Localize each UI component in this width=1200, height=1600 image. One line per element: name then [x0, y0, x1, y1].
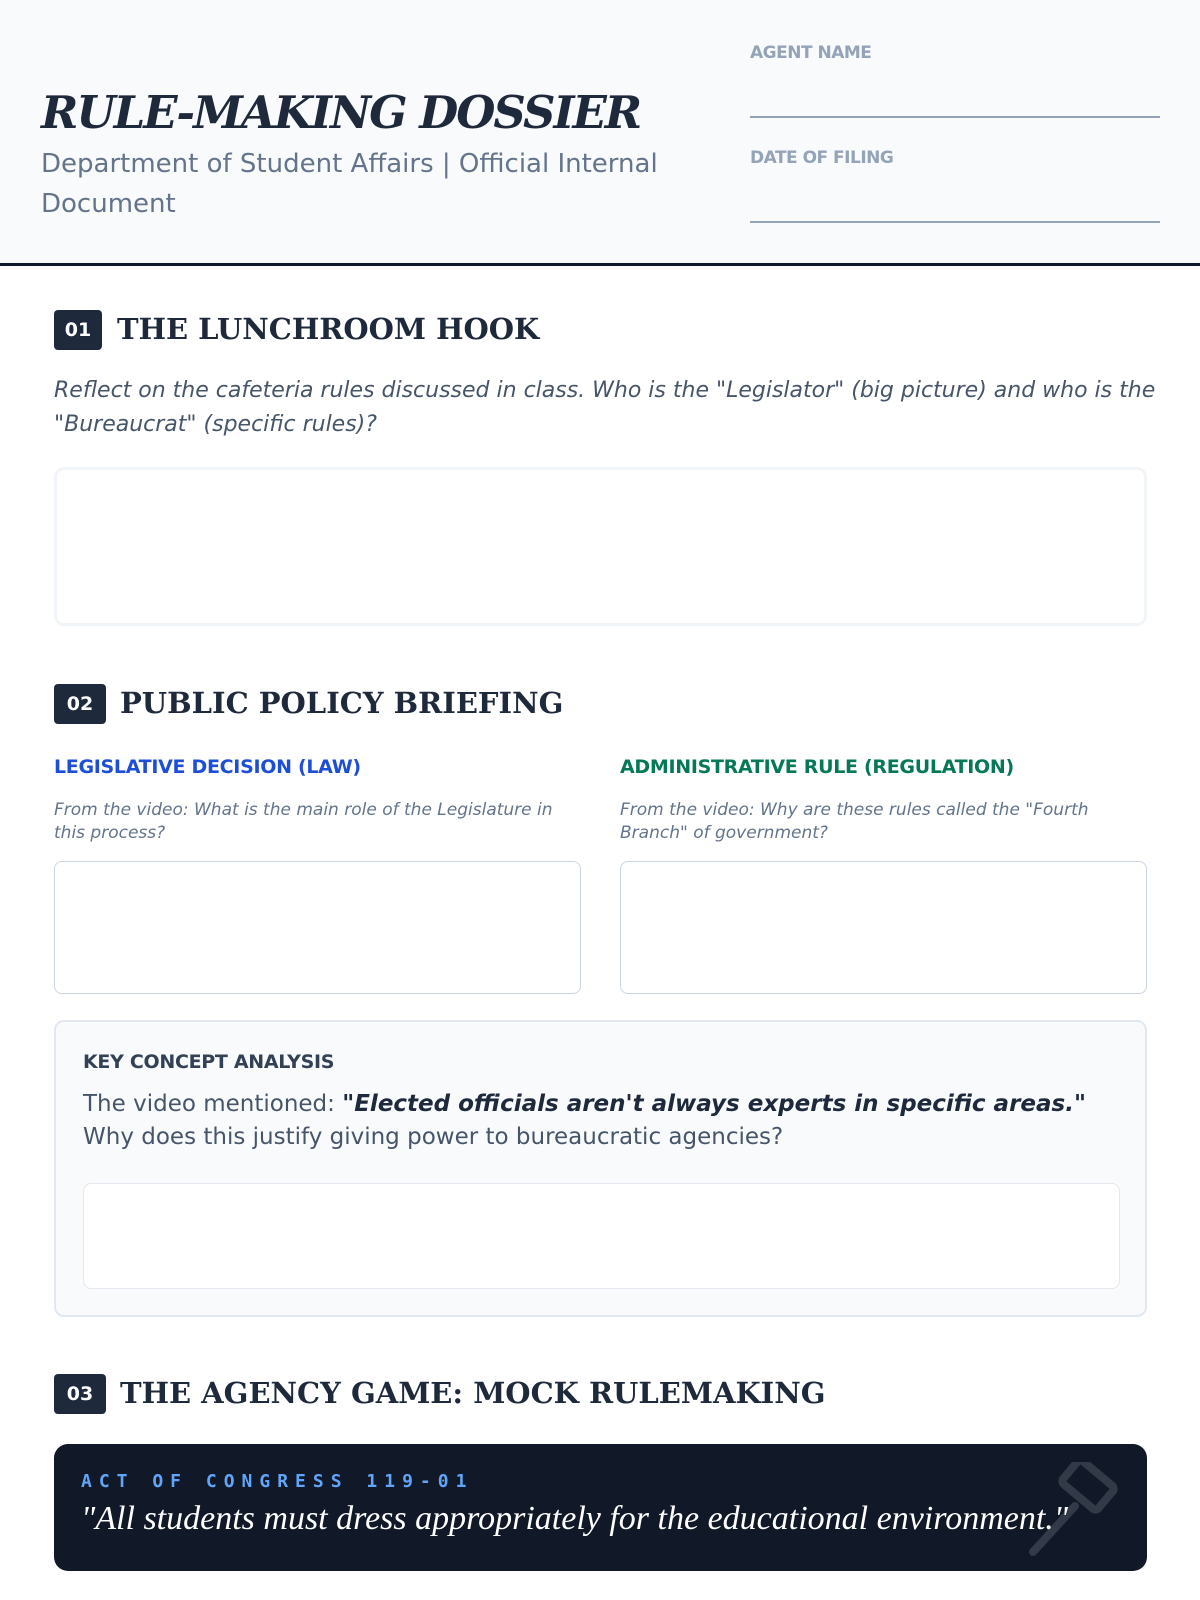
act-quote: "All students must dress appropriately for the educational environment.": [81, 1500, 1069, 1537]
lunchroom-answer-box[interactable]: [54, 467, 1147, 626]
section-number-badge: 02: [54, 684, 106, 724]
date-of-filing-field[interactable]: [750, 221, 1160, 223]
lunchroom-prompt: Reflect on the cafeteria rules discussed in class. Who is the "Legislator" (big picture) and who is the "Bureaucrat" (specific rules)?: [54, 378, 1156, 437]
legislative-decision-prompt: From the video: What is the main role of the Legislature in this process?: [54, 800, 553, 843]
section-title: THE LUNCHROOM HOOK: [117, 312, 540, 346]
act-of-congress-card: [54, 1444, 1147, 1571]
page-subtitle: Department of Student Affairs | Official Internal Document: [41, 149, 658, 219]
agent-name-field[interactable]: [750, 116, 1160, 118]
section-number-badge: 03: [54, 1374, 106, 1414]
key-concept-quote: "Elected officials aren't always experts in specific areas.": [342, 1091, 1086, 1117]
administrative-answer-box[interactable]: [620, 861, 1147, 994]
legislative-answer-box[interactable]: [54, 861, 581, 994]
key-concept-prompt: [83, 1088, 1113, 1154]
key-concept-title: KEY CONCEPT ANALYSIS: [83, 1051, 335, 1073]
gavel-icon: [1019, 1462, 1129, 1562]
section-title: THE AGENCY GAME: MOCK RULEMAKING: [120, 1376, 826, 1410]
key-concept-lead: The video mentioned:: [83, 1091, 343, 1117]
date-of-filing-label: DATE OF FILING: [750, 148, 894, 168]
dossier-header: [0, 0, 1200, 266]
administrative-rule-heading: ADMINISTRATIVE RULE (REGULATION): [620, 756, 1014, 778]
section-number-badge: 01: [54, 310, 102, 350]
key-concept-follow: Why does this justify giving power to bureaucratic agencies?: [83, 1124, 784, 1150]
act-label: ACT OF CONGRESS 119-01: [81, 1471, 474, 1492]
administrative-rule-prompt: From the video: Why are these rules called the "Fourth Branch" of government?: [620, 800, 1089, 843]
key-concept-card: [54, 1020, 1147, 1317]
key-concept-answer-box[interactable]: [83, 1183, 1120, 1289]
legislative-decision-heading: LEGISLATIVE DECISION (LAW): [54, 756, 361, 778]
agent-name-label: AGENT NAME: [750, 43, 872, 63]
section-title: PUBLIC POLICY BRIEFING: [120, 686, 564, 720]
page-title: RULE-MAKING DOSSIER: [41, 86, 641, 139]
